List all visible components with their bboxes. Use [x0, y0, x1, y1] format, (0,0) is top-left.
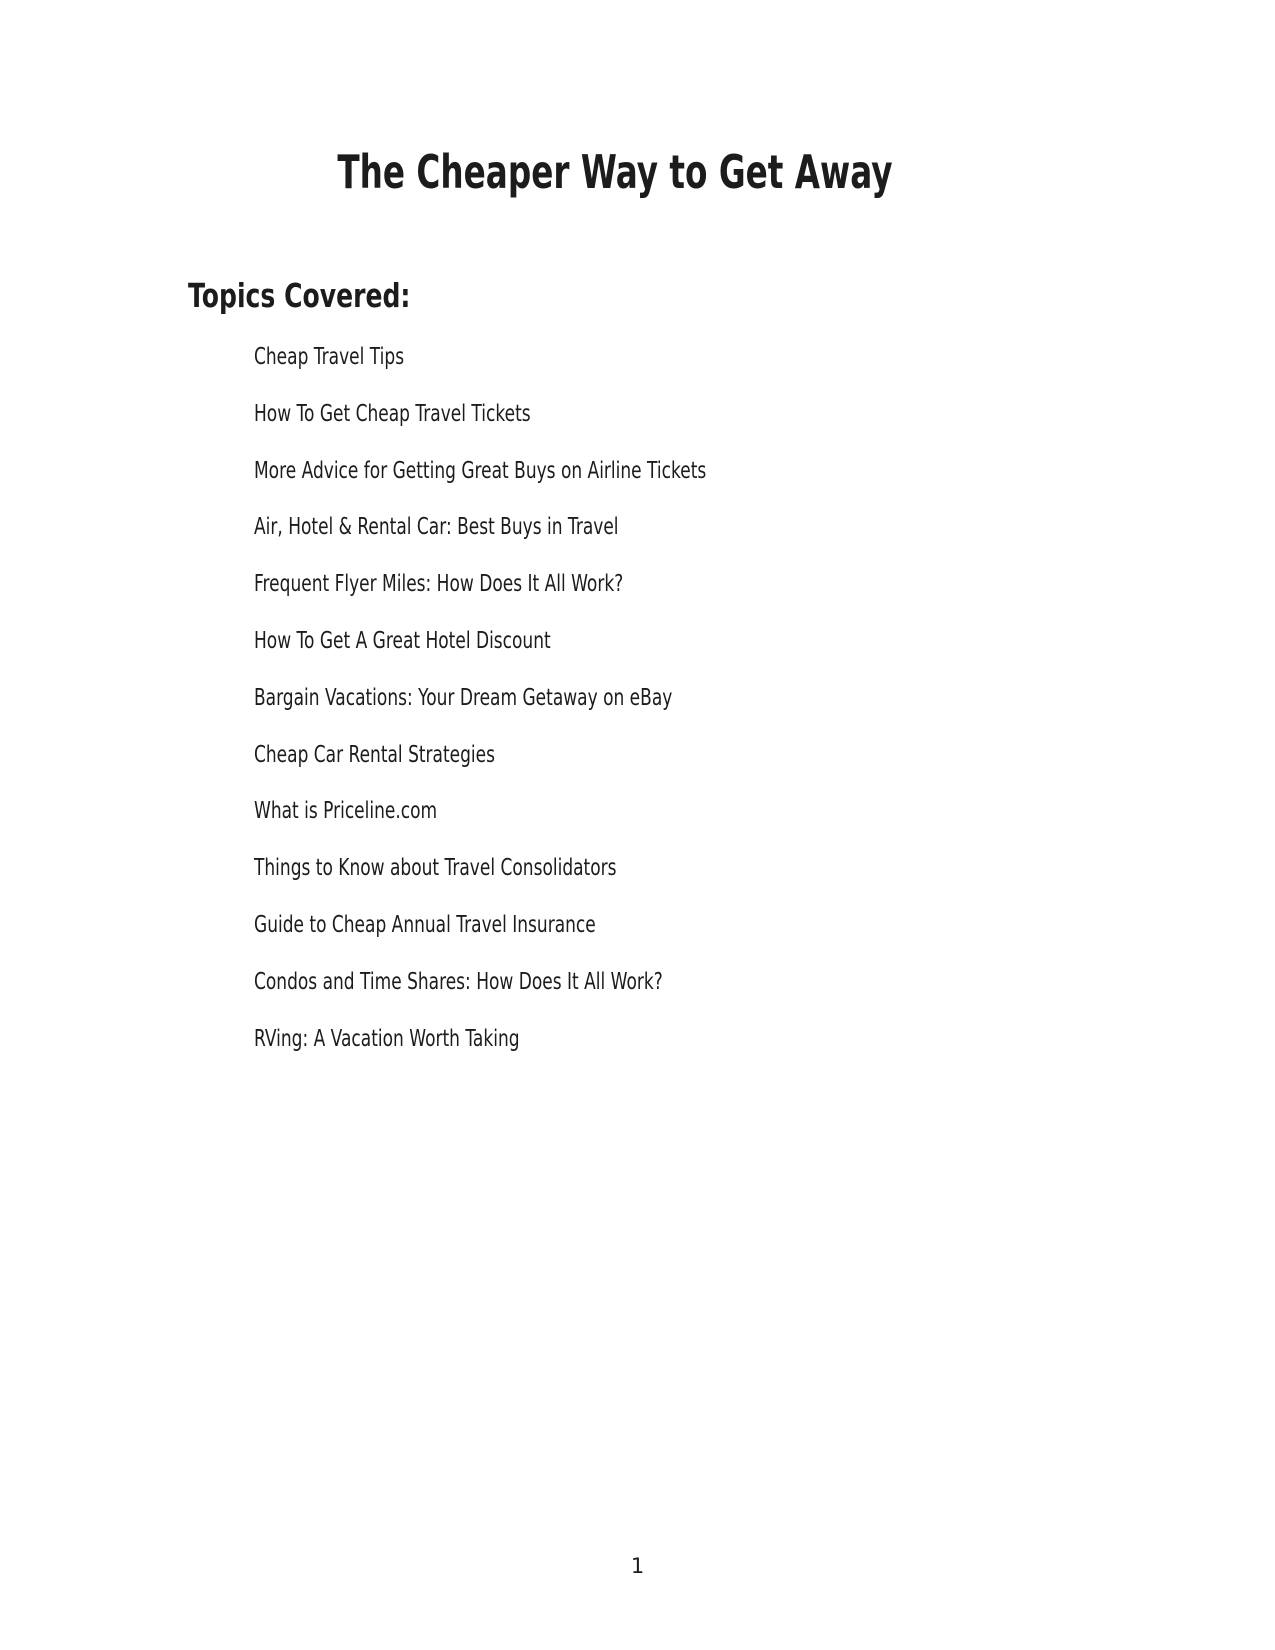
- topic-item: What is Priceline.com: [254, 798, 438, 825]
- topic-item: Frequent Flyer Miles: How Does It All Work?: [254, 571, 624, 598]
- document-title: The Cheaper Way to Get Away: [336, 145, 893, 199]
- topic-item: How To Get A Great Hotel Discount: [254, 627, 551, 654]
- topic-item: Bargain Vacations: Your Dream Getaway on eBay: [254, 684, 673, 711]
- title-row: [0, 145, 1252, 199]
- topic-item: More Advice for Getting Great Buys on Airline Tickets: [254, 457, 707, 484]
- topics-covered-heading: Topics Covered:: [188, 276, 411, 315]
- page-number: 1: [630, 1554, 645, 1578]
- topics-list: [254, 329, 1154, 1067]
- topic-item: Things to Know about Travel Consolidators: [254, 855, 617, 882]
- topic-item: Cheap Travel Tips: [254, 344, 405, 370]
- topic-item: Air, Hotel & Rental Car: Best Buys in Travel: [254, 514, 619, 541]
- topic-item: Guide to Cheap Annual Travel Insurance: [254, 911, 596, 938]
- topic-item: How To Get Cheap Travel Tickets: [254, 400, 531, 427]
- topic-item: Cheap Car Rental Strategies: [254, 741, 495, 768]
- topic-item: RVing: A Vacation Worth Taking: [254, 1025, 520, 1052]
- topic-item: Condos and Time Shares: How Does It All Work?: [254, 968, 663, 995]
